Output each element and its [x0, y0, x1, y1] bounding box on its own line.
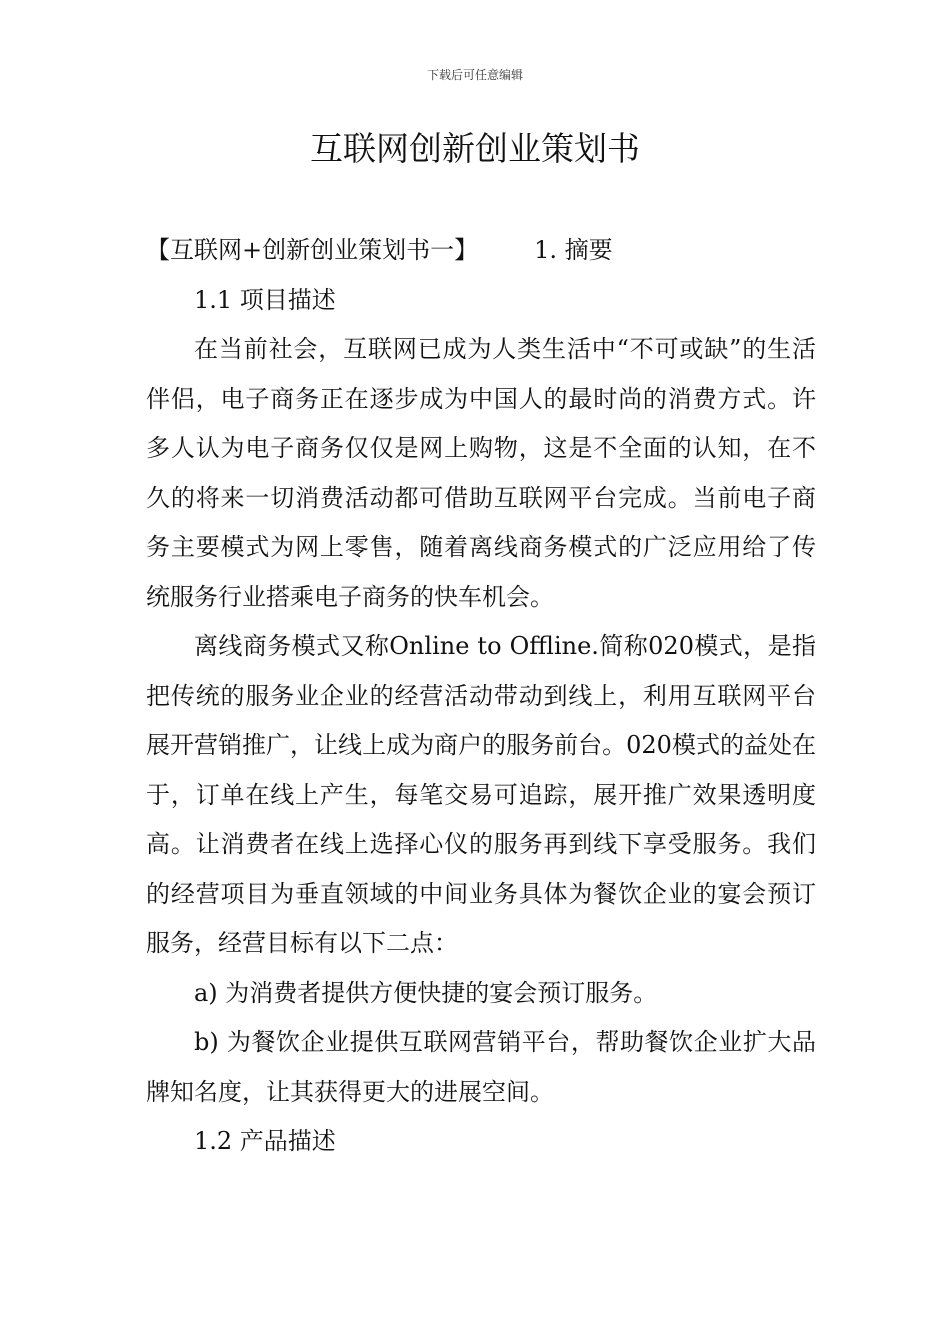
heading-spacer [478, 226, 534, 276]
section-number-title: 1. 摘要 [534, 236, 613, 264]
paragraph-1: 在当前社会，互联网已成为人类生活中“不可或缺”的生活伴侣，电子商务正在逐步成为中国人的最时尚的消费方式。许多人认为电子商务仅仅是网上购物，这是不全面的认知，在不久的将来一切消费活动都可借助互联网平台完成。当前电子商务主要模式为网上零售，随着离线商务模式的广泛应用给了传统服务行业搭乘电子商务的快车机会。 [146, 335, 816, 611]
page-header-note: 下载后可任意编辑 [426, 68, 523, 82]
section-heading [146, 226, 816, 276]
section-bracket-title: 【互联网+创新创业策划书一】 [146, 236, 479, 264]
paragraph-2: 离线商务模式又称Online to Offline.简称020模式，是指把传统的服务业企业的经营活动带动到线上，利用互联网平台展开营销推广，让线上成为商户的服务前台。020模式的益处在于，订单在线上产生，每笔交易可追踪，展开推广效果透明度高。让消费者在线上选择心仪的服务再到线下享受服务。我们的经营项目为垂直领域的中间业务具体为餐饮企业的宴会预订服务，经营目标有以下二点： [146, 632, 816, 957]
subsection-heading-1-2: 1.2 产品描述 [194, 1127, 336, 1155]
subsection-heading-1-1: 1.1 项目描述 [194, 285, 336, 314]
list-item-a: a) 为消费者提供方便快捷的宴会预订服务。 [194, 978, 658, 1007]
list-item-b: b) 为餐饮企业提供互联网营销平台，帮助餐饮企业扩大品牌知名度，让其获得更大的进展空间。 [146, 1028, 816, 1106]
document-body [146, 226, 816, 1167]
document-title: 互联网创新创业策划书 [310, 129, 640, 168]
